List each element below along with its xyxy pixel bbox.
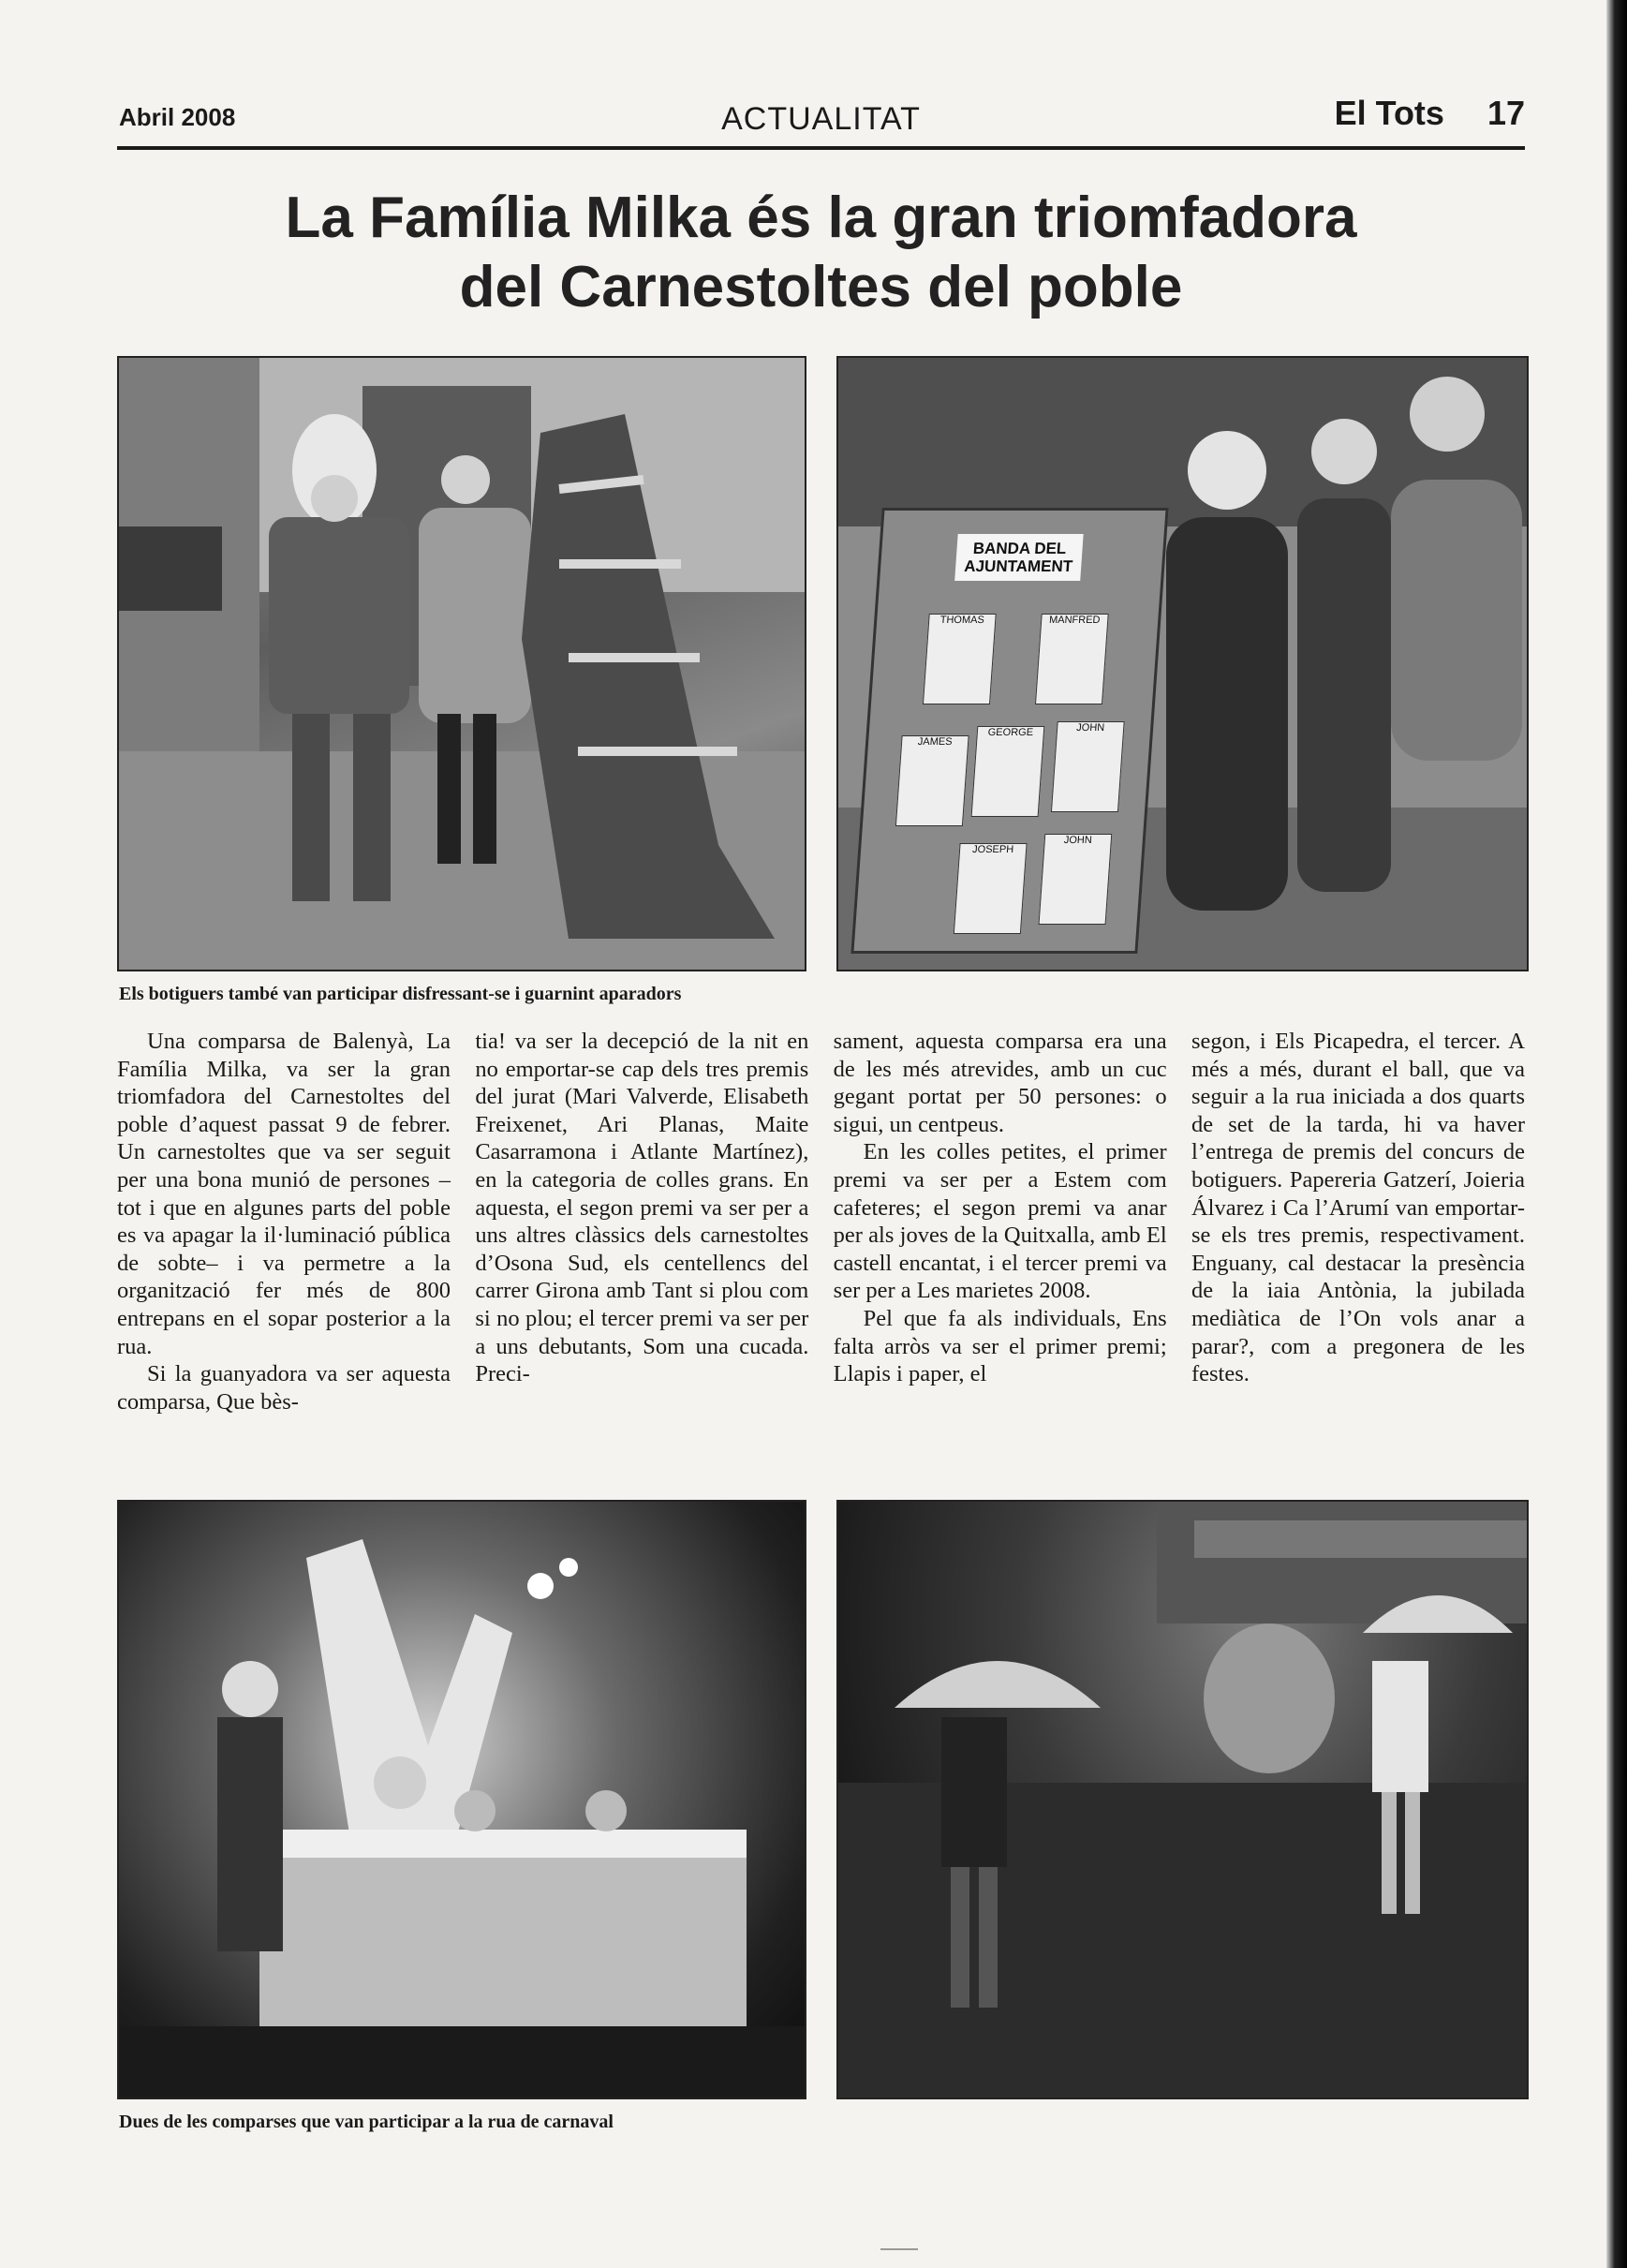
sign-portrait: GEORGE [971,726,1045,817]
headline-line-2: del Carnestoltes del poble [459,255,1183,319]
page-header [117,92,1525,150]
photo-illustration [119,358,805,970]
sign-board [850,508,1168,954]
article-column [1191,1028,1525,1477]
article-headline [117,184,1525,322]
photo-sign-board [836,356,1529,971]
sign-portrait: THOMAS [923,614,997,704]
publication-name: El Tots [1334,94,1444,132]
scan-edge [1606,0,1627,2268]
article-paragraph: Pel que fa als individuals, Ens falta arròs va ser el primer premi; Llapis i paper, el [833,1305,1167,1387]
article-column [475,1028,808,1477]
article-column [117,1028,451,1477]
sign-portrait: JAMES [895,735,969,826]
photo-illustration [838,1502,1527,2098]
sign-portrait: JOSEPH [954,843,1028,934]
photo-caption-top: Els botiguers també van participar disfressant-se i guarnint aparadors [119,984,682,1004]
article-paragraph: segon, i Els Picapedra, el tercer. A més a més, durant el ball, que va seguir a la rua iniciada a dos quarts de set de la tarda, hi va haver l’entrega de premis del concurs de botiguers. Papereria Gatzerí, Joieria Álvarez i Ca l’Arumí van emportar-se els tres premis, respectivament. Enguany, cal destacar la presència de la iaia Antònia, la jubilada mediàtica de l’On vols anar a parar?, com a pregonera de les festes. [1191,1029,1525,1387]
article-paragraph: Si la guanyadora va ser aquesta comparsa, Que bès- [117,1361,451,1415]
article-paragraph: tia! va ser la decepció de la nit en no emportar-se cap dels tres premis del jurat (Mari Valverde, Elisabeth Freixenet, Ari Planas, Maite Casarramona i Atlante Martínez), en la categoria de colles grans. En aquesta, el segon premi va ser per a uns altres clàssics dels carnestoltes d’Osona Sud, els centellencs del carrer Girona amb Tant si plou com si no plou; el tercer premi va ser per a uns debutants, Som una cucada. Preci- [475,1029,809,1387]
article-body [117,1028,1525,1477]
issue-date: Abril 2008 [119,103,236,131]
photo-caption-bottom: Dues de les comparses que van participar a la rua de carnaval [119,2112,614,2132]
sign-board-title: BANDA DEL AJUNTAMENT [954,534,1083,581]
publication-block [1335,94,1525,133]
photo-costumed-shopkeepers [117,356,806,971]
footer-divider [880,2248,918,2250]
sign-portrait: JOHN [1039,834,1113,925]
page-number: 17 [1486,94,1525,132]
article-paragraph: sament, aquesta comparsa era una de les més atrevides, amb un cuc gegant portat per 50 persones: o sigui, un centpeus. [833,1029,1167,1137]
article-paragraph: Una comparsa de Balenyà, La Família Milka, va ser la gran triomfadora del Carnestoltes del poble d’aquest passat 9 de febrer. Un carnestoltes que va ser seguit per una bona munió de persones –tot i que en algunes parts del poble es va apagar la il·luminació pública de sobte– i va permetre a la organització fer més de 800 entrepans en el sopar posterior a la rua. [117,1029,451,1359]
headline-line-1: La Família Milka és la gran triomfadora [285,185,1357,250]
section-title: ACTUALITAT [721,101,921,137]
sign-portrait: JOHN [1051,721,1125,812]
photo-illustration [119,1502,805,2098]
article-column [834,1028,1167,1477]
article-paragraph: En les colles petites, el primer premi va ser per a Estem com cafeteres; el segon premi va anar per als joves de la Quitxalla, amb El castell encantat, i el tercer premi va ser per a Les marietes 2008. [833,1139,1167,1304]
photo-carnival-float [117,1500,806,2099]
photo-umbrella-parade [836,1500,1529,2099]
sign-portrait: MANFRED [1035,614,1109,704]
